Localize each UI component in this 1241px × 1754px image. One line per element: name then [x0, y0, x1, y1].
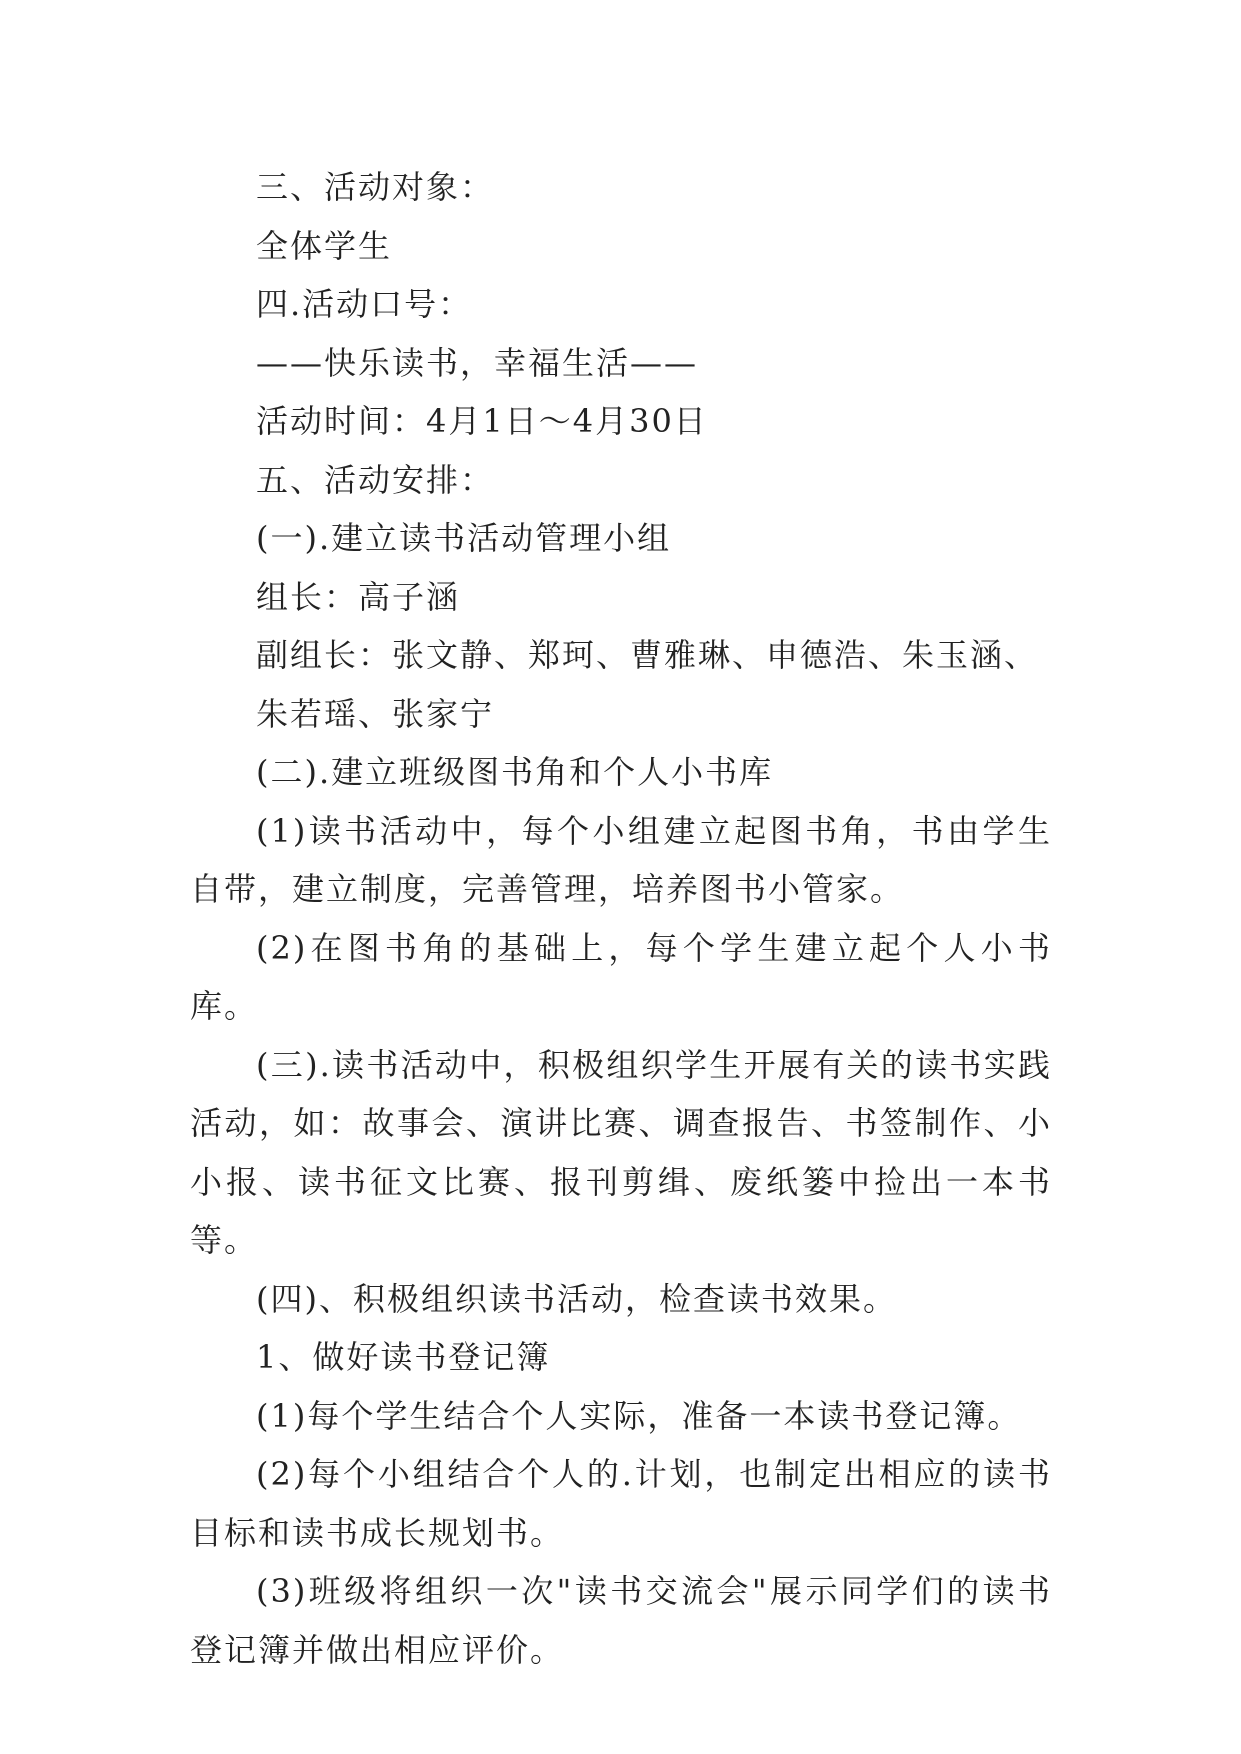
paragraph-group-leader: 组长：高子涵 [256, 577, 461, 616]
paragraph-deputy-leaders: 副组长：张文静、郑珂、曹雅琳、申德浩、朱玉涵、 [256, 636, 1039, 674]
paragraph-activity-time: 活动时间：4月1日～4月30日 [256, 402, 708, 440]
subheading-book-corner: (二).建立班级图书角和个人小书库 [256, 753, 774, 791]
document-page [190, 158, 1052, 1679]
paragraph-slogan: ——快乐读书，幸福生活—— [256, 343, 699, 382]
paragraph-book-corner-1: (1)读书活动中，每个小组建立起图书角，书由学生自带，建立制度，完善管理，培养图书小管家。 [190, 811, 1052, 908]
paragraph-deputy-leaders-cont: 朱若瑶、张家宁 [256, 694, 495, 733]
paragraph-register-1: (1)每个学生结合个人实际，准备一本读书登记簿。 [256, 1396, 1022, 1435]
paragraph-reading-practice: (三).读书活动中，积极组织学生开展有关的读书实践活动，如：故事会、演讲比赛、调查报告、书签制作、小小报、读书征文比赛、报刊剪缉、废纸篓中捡出一本书等。 [190, 1045, 1052, 1259]
heading-activity-arrangement: 五、活动安排： [256, 460, 495, 499]
subheading-check-effect: (四)、积极组织读书活动，检查读书效果。 [256, 1279, 897, 1318]
heading-activity-slogan: 四.活动口号： [256, 285, 473, 323]
paragraph-register-3: (3)班级将组织一次"读书交流会"展示同学们的读书登记簿并做出相应评价。 [190, 1572, 1052, 1669]
subheading-reading-register: 1、做好读书登记簿 [256, 1338, 551, 1376]
paragraph-target-value: 全体学生 [256, 226, 393, 265]
heading-activity-target: 三、活动对象： [256, 168, 495, 206]
subheading-management-group: (一).建立读书活动管理小组 [256, 519, 672, 557]
paragraph-register-2: (2)每个小组结合个人的.计划，也制定出相应的读书目标和读书成长规划书。 [190, 1455, 1052, 1552]
paragraph-book-corner-2: (2)在图书角的基础上，每个学生建立起个人小书库。 [190, 928, 1052, 1025]
